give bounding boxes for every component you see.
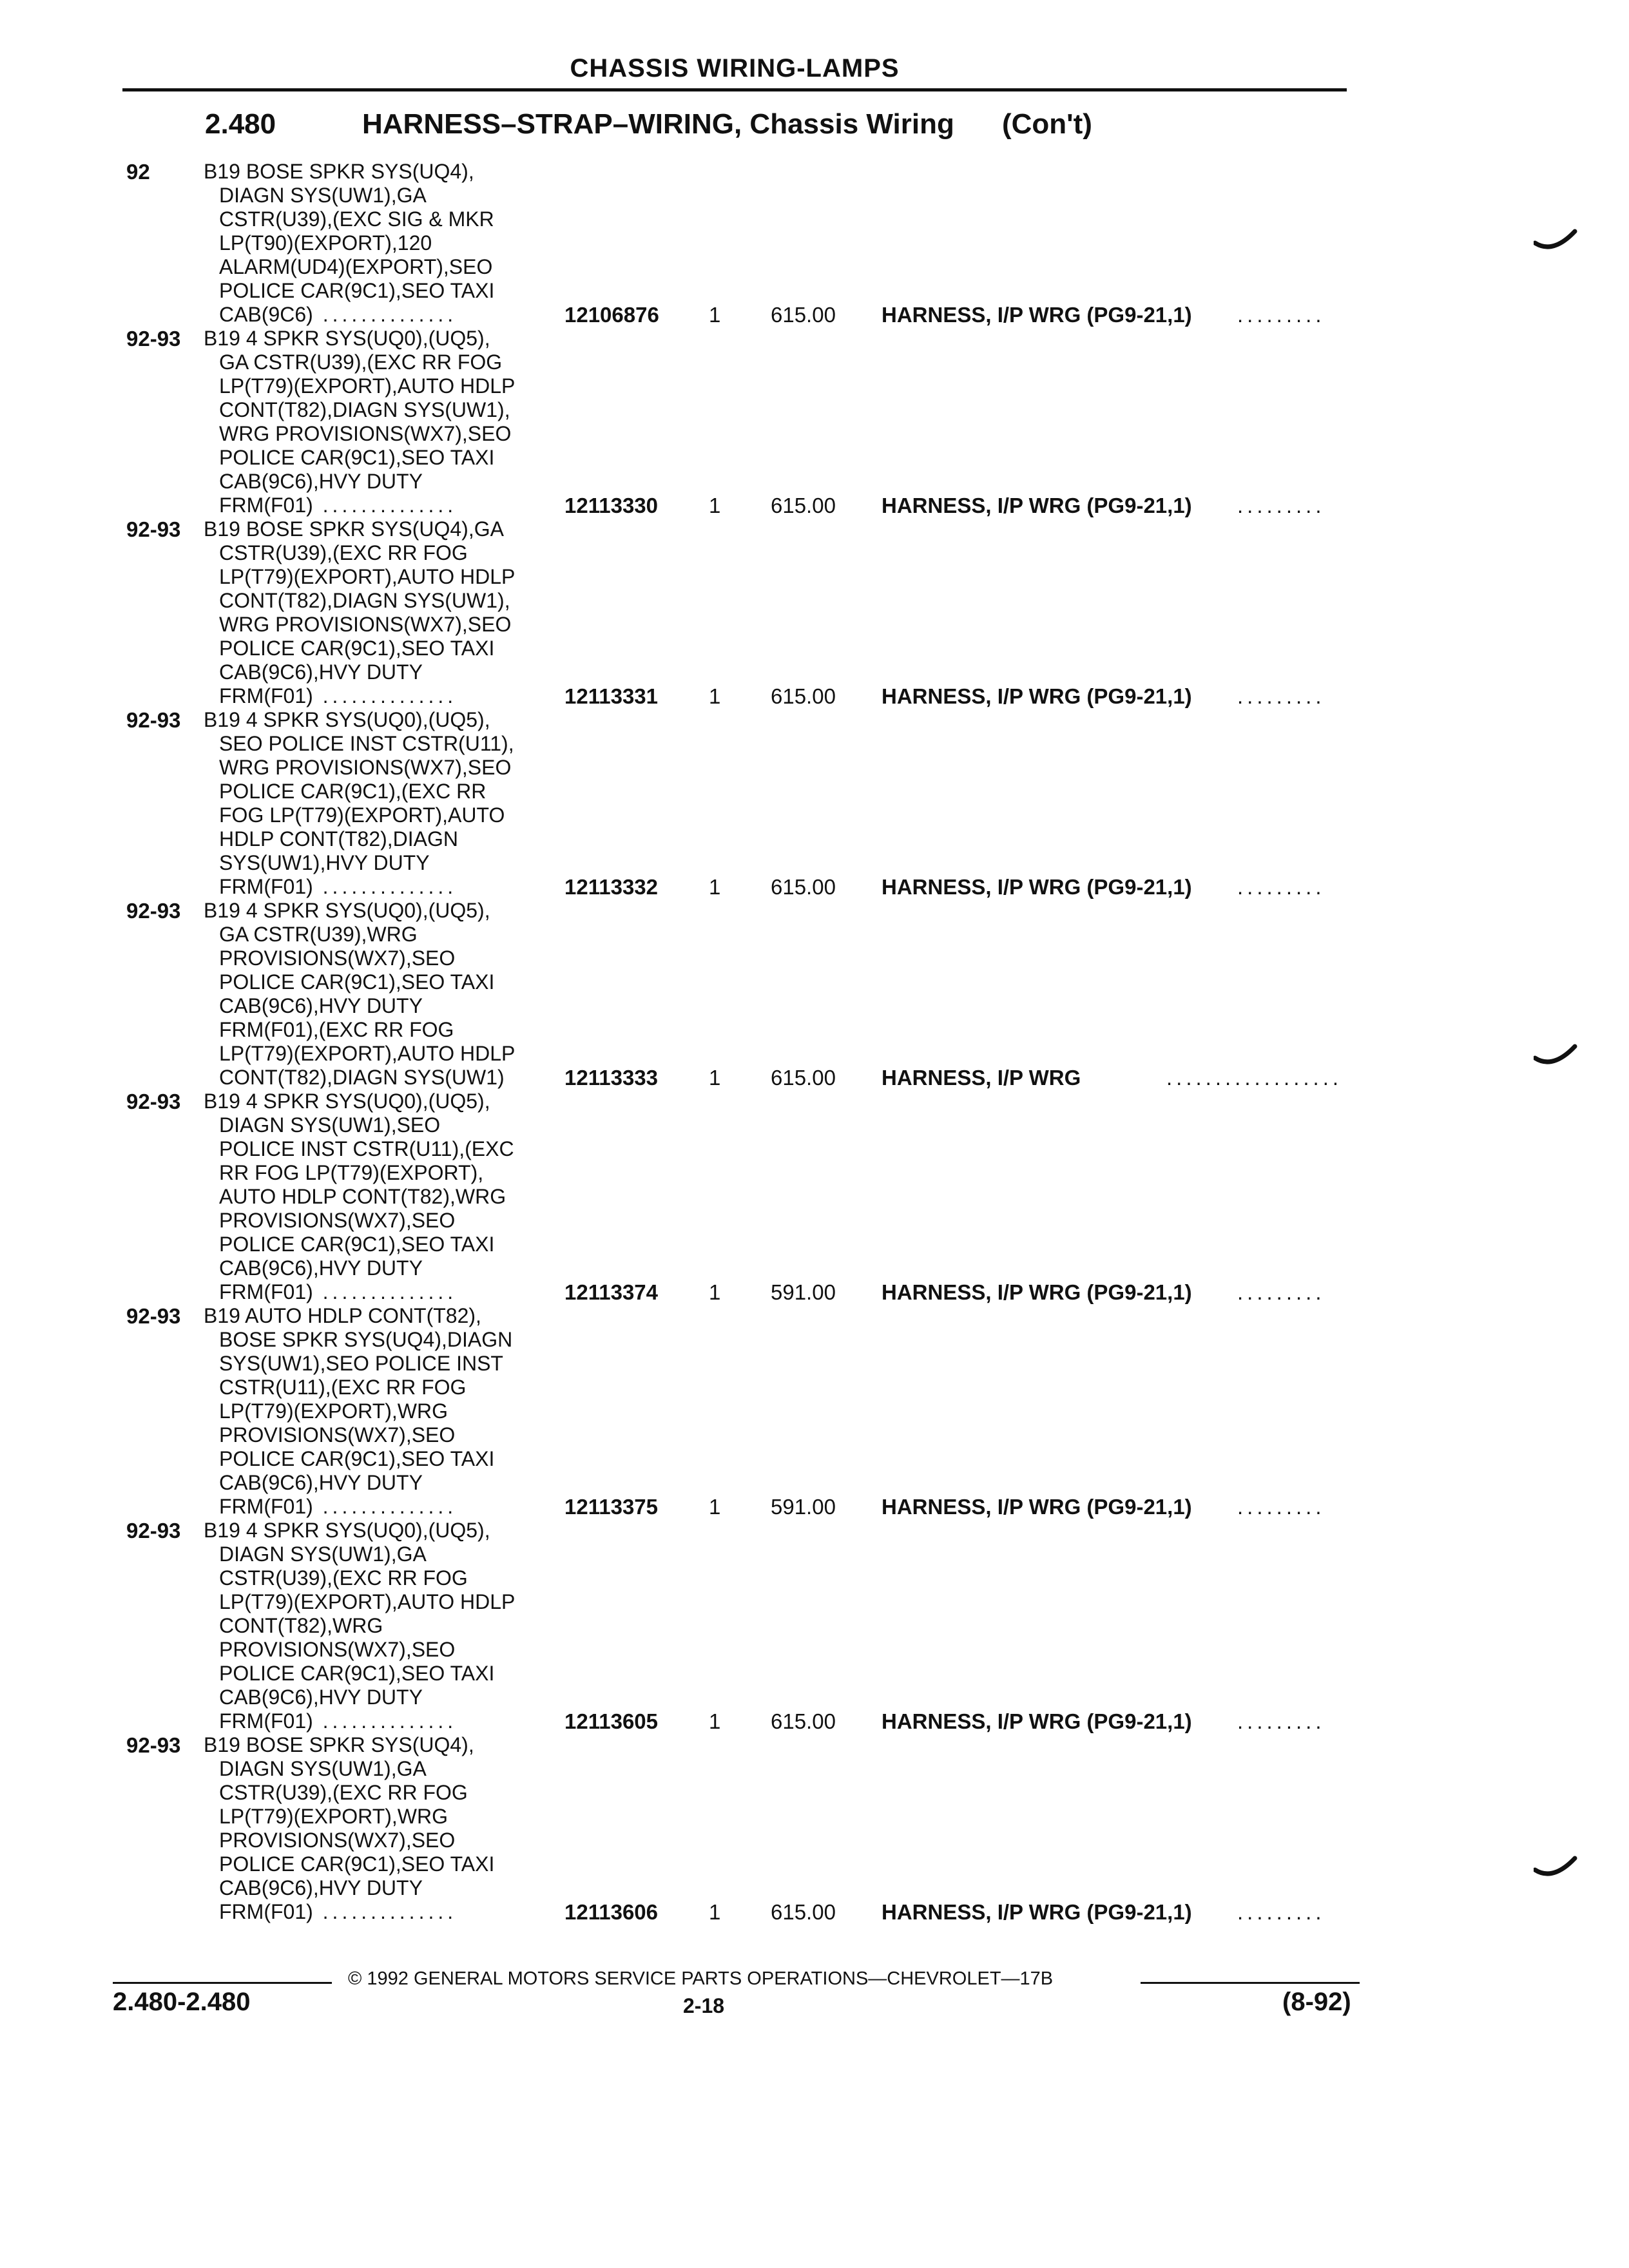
description-line: DIAGN SYS(UW1),SEO <box>219 1113 441 1137</box>
usage-description <box>204 1733 494 1924</box>
description-line: PROVISIONS(WX7),SEO <box>219 1829 456 1852</box>
part-illustration-ref: HARNESS, I/P WRG (PG9-21,1) <box>882 1900 1192 1924</box>
description-line: WRG PROVISIONS(WX7),SEO <box>219 756 512 779</box>
margin-tick-mark <box>1534 1044 1579 1070</box>
description-line: AUTO HDLP CONT(T82),WRG <box>219 1185 506 1208</box>
description-line: FOG LP(T79)(EXPORT),AUTO <box>219 803 505 827</box>
description-line: POLICE CAR(9C1),SEO TAXI <box>219 279 495 302</box>
page-header-title: CHASSIS WIRING-LAMPS <box>570 54 900 82</box>
part-illustration-ref: HARNESS, I/P WRG (PG9-21,1) <box>882 494 1192 517</box>
description-dot-leader: .............. <box>313 875 458 898</box>
dot-leader: ......... <box>1237 684 1325 708</box>
description-line: LP(T79)(EXPORT),AUTO HDLP <box>219 1590 516 1613</box>
model-years: 92-93 <box>126 708 181 732</box>
description-line: POLICE CAR(9C1),SEO TAXI <box>219 446 495 469</box>
group-number: 615.00 <box>771 684 836 708</box>
part-illustration-ref: HARNESS, I/P WRG (PG9-21,1) <box>882 1709 1192 1733</box>
description-line: FRM(F01) .............. <box>219 684 458 707</box>
description-line: POLICE CAR(9C1),SEO TAXI <box>219 1852 495 1876</box>
part-number: 12113332 <box>564 875 659 899</box>
dot-leader: ......... <box>1237 494 1325 517</box>
group-number: 615.00 <box>771 303 836 327</box>
group-number: 615.00 <box>771 1900 836 1924</box>
description-line: BOSE SPKR SYS(UQ4),DIAGN <box>219 1328 513 1351</box>
group-number: 615.00 <box>771 1709 836 1733</box>
description-line: CONT(T82),DIAGN SYS(UW1), <box>219 398 510 421</box>
description-line: HDLP CONT(T82),DIAGN <box>219 827 459 850</box>
usage-description <box>204 1519 515 1733</box>
part-number: 12113331 <box>564 684 659 708</box>
model-years: 92-93 <box>126 1304 181 1328</box>
description-line: B19 4 SPKR SYS(UQ0),(UQ5), <box>204 1519 490 1542</box>
description-line: CAB(9C6),HVY DUTY <box>219 1471 423 1494</box>
description-line: PROVISIONS(WX7),SEO <box>219 1638 456 1661</box>
description-dot-leader: .............. <box>313 494 458 517</box>
description-line: B19 BOSE SPKR SYS(UQ4), <box>204 1733 474 1756</box>
part-illustration-ref: HARNESS, I/P WRG (PG9-21,1) <box>882 875 1192 899</box>
description-line: SYS(UW1),SEO POLICE INST <box>219 1352 503 1375</box>
description-line: POLICE CAR(9C1),SEO TAXI <box>219 1233 495 1256</box>
description-line: POLICE CAR(9C1),SEO TAXI <box>219 1447 495 1470</box>
quantity: 1 <box>709 1066 721 1090</box>
description-line: FRM(F01) .............. <box>219 1709 458 1733</box>
description-line: GA CSTR(U39),WRG <box>219 923 418 946</box>
description-line: FRM(F01) .............. <box>219 875 458 898</box>
description-line: FRM(F01),(EXC RR FOG <box>219 1018 454 1041</box>
description-line: RR FOG LP(T79)(EXPORT), <box>219 1161 484 1184</box>
dot-leader: ......... <box>1237 1280 1325 1304</box>
description-line: B19 4 SPKR SYS(UQ0),(UQ5), <box>204 899 490 922</box>
description-line: POLICE CAR(9C1),SEO TAXI <box>219 1662 495 1685</box>
description-line: SEO POLICE INST CSTR(U11), <box>219 732 514 755</box>
description-line: CAB(9C6),HVY DUTY <box>219 994 423 1017</box>
part-number: 12113333 <box>564 1066 659 1090</box>
description-line: FRM(F01) .............. <box>219 494 458 517</box>
description-line: LP(T79)(EXPORT),WRG <box>219 1805 448 1828</box>
section-name: HARNESS–STRAP–WIRING, Chassis Wiring <box>362 108 954 140</box>
group-number: 615.00 <box>771 494 836 517</box>
description-line: DIAGN SYS(UW1),GA <box>219 1757 427 1780</box>
usage-description <box>204 899 515 1090</box>
description-line: POLICE INST CSTR(U11),(EXC <box>219 1137 514 1160</box>
description-line: CSTR(U39),(EXC RR FOG <box>219 1781 468 1804</box>
quantity: 1 <box>709 303 721 327</box>
quantity: 1 <box>709 875 721 899</box>
dot-leader: ......... <box>1237 1709 1325 1733</box>
part-illustration-ref: HARNESS, I/P WRG (PG9-21,1) <box>882 1495 1192 1519</box>
description-line: CONT(T82),DIAGN SYS(UW1) <box>219 1066 505 1089</box>
dot-leader: ......... <box>1237 1495 1325 1519</box>
description-line: ALARM(UD4)(EXPORT),SEO <box>219 255 493 278</box>
part-number: 12113605 <box>564 1709 659 1733</box>
model-years: 92-93 <box>126 899 181 923</box>
description-line: LP(T79)(EXPORT),WRG <box>219 1399 448 1423</box>
description-line: CONT(T82),WRG <box>219 1614 383 1637</box>
margin-tick-mark <box>1534 1856 1579 1881</box>
description-dot-leader: .............. <box>313 1280 458 1303</box>
description-line: WRG PROVISIONS(WX7),SEO <box>219 613 512 636</box>
description-line: PROVISIONS(WX7),SEO <box>219 947 456 970</box>
part-illustration-ref: HARNESS, I/P WRG (PG9-21,1) <box>882 303 1192 327</box>
footer-copyright: © 1992 GENERAL MOTORS SERVICE PARTS OPERATIONS—CHEVROLET—17B <box>348 1968 1054 1989</box>
group-number: 591.00 <box>771 1495 836 1519</box>
part-number: 12106876 <box>564 303 659 327</box>
description-line: DIAGN SYS(UW1),GA <box>219 1542 427 1566</box>
usage-description <box>204 1090 514 1304</box>
description-line: GA CSTR(U39),(EXC RR FOG <box>219 351 503 374</box>
header-rule <box>122 88 1347 91</box>
usage-description <box>204 1304 512 1519</box>
usage-description <box>204 517 515 708</box>
description-line: PROVISIONS(WX7),SEO <box>219 1209 456 1232</box>
quantity: 1 <box>709 684 721 708</box>
quantity: 1 <box>709 1495 721 1519</box>
description-line: PROVISIONS(WX7),SEO <box>219 1423 456 1446</box>
dot-leader: ......... <box>1237 303 1325 327</box>
description-line: B19 BOSE SPKR SYS(UQ4), <box>204 160 474 183</box>
model-years: 92 <box>126 160 150 184</box>
description-line: B19 AUTO HDLP CONT(T82), <box>204 1304 481 1327</box>
description-line: POLICE CAR(9C1),SEO TAXI <box>219 637 495 660</box>
description-line: B19 4 SPKR SYS(UQ0),(UQ5), <box>204 1090 490 1113</box>
description-line: B19 4 SPKR SYS(UQ0),(UQ5), <box>204 327 490 350</box>
quantity: 1 <box>709 1280 721 1304</box>
description-line: CSTR(U39),(EXC SIG & MKR <box>219 207 494 231</box>
description-line: CSTR(U11),(EXC RR FOG <box>219 1376 467 1399</box>
description-line: FRM(F01) .............. <box>219 1495 458 1518</box>
part-number: 12113330 <box>564 494 659 517</box>
model-years: 92-93 <box>126 1519 181 1542</box>
footer-date: (8-92) <box>1282 1988 1351 2016</box>
description-line: CAB(9C6),HVY DUTY <box>219 660 423 684</box>
part-illustration-ref: HARNESS, I/P WRG (PG9-21,1) <box>882 1280 1192 1304</box>
description-dot-leader: .............. <box>313 1900 458 1923</box>
description-line: POLICE CAR(9C1),(EXC RR <box>219 780 487 803</box>
description-line: DIAGN SYS(UW1),GA <box>219 184 427 207</box>
description-line: CSTR(U39),(EXC RR FOG <box>219 1566 468 1590</box>
description-line: CAB(9C6) .............. <box>219 303 458 326</box>
footer-rule-left <box>113 1982 332 1984</box>
model-years: 92-93 <box>126 1733 181 1757</box>
usage-description <box>204 708 514 899</box>
description-line: FRM(F01) .............. <box>219 1280 458 1303</box>
usage-description <box>204 160 494 327</box>
description-dot-leader: .............. <box>313 1709 458 1733</box>
usage-description <box>204 327 515 517</box>
description-line: CAB(9C6),HVY DUTY <box>219 1256 423 1280</box>
margin-tick-mark <box>1534 229 1579 255</box>
description-line: LP(T90)(EXPORT),120 <box>219 231 432 255</box>
part-number: 12113375 <box>564 1495 659 1519</box>
description-line: FRM(F01) .............. <box>219 1900 458 1923</box>
description-line: LP(T79)(EXPORT),AUTO HDLP <box>219 565 516 588</box>
description-line: SYS(UW1),HVY DUTY <box>219 851 430 874</box>
group-number: 591.00 <box>771 1280 836 1304</box>
model-years: 92-93 <box>126 327 181 351</box>
description-line: WRG PROVISIONS(WX7),SEO <box>219 422 512 445</box>
section-continued: (Con't) <box>1002 108 1092 140</box>
quantity: 1 <box>709 1709 721 1733</box>
description-line: CAB(9C6),HVY DUTY <box>219 470 423 493</box>
part-number: 12113374 <box>564 1280 659 1304</box>
dot-leader: .................. <box>1166 1066 1343 1090</box>
quantity: 1 <box>709 1900 721 1924</box>
group-number: 615.00 <box>771 875 836 899</box>
footer-page-number: 2-18 <box>683 1994 725 2017</box>
description-line: CAB(9C6),HVY DUTY <box>219 1876 423 1899</box>
model-years: 92-93 <box>126 1090 181 1113</box>
description-line: B19 4 SPKR SYS(UQ0),(UQ5), <box>204 708 490 731</box>
description-dot-leader: .............. <box>313 303 458 326</box>
footer-rule-right <box>1141 1982 1360 1984</box>
section-number: 2.480 <box>205 108 276 140</box>
description-line: LP(T79)(EXPORT),AUTO HDLP <box>219 374 516 398</box>
quantity: 1 <box>709 494 721 517</box>
description-dot-leader: .............. <box>313 1495 458 1518</box>
model-years: 92-93 <box>126 517 181 541</box>
part-illustration-ref: HARNESS, I/P WRG (PG9-21,1) <box>882 684 1192 708</box>
part-illustration-ref: HARNESS, I/P WRG <box>882 1066 1081 1090</box>
description-line: B19 BOSE SPKR SYS(UQ4),GA <box>204 517 504 541</box>
description-line: LP(T79)(EXPORT),AUTO HDLP <box>219 1042 516 1065</box>
description-line: CAB(9C6),HVY DUTY <box>219 1686 423 1709</box>
description-dot-leader: .............. <box>313 684 458 707</box>
description-line: CONT(T82),DIAGN SYS(UW1), <box>219 589 510 612</box>
dot-leader: ......... <box>1237 875 1325 899</box>
footer-section-range: 2.480-2.480 <box>113 1988 251 2016</box>
group-number: 615.00 <box>771 1066 836 1090</box>
description-line: POLICE CAR(9C1),SEO TAXI <box>219 970 495 994</box>
part-number: 12113606 <box>564 1900 659 1924</box>
dot-leader: ......... <box>1237 1900 1325 1924</box>
description-line: CSTR(U39),(EXC RR FOG <box>219 541 468 564</box>
